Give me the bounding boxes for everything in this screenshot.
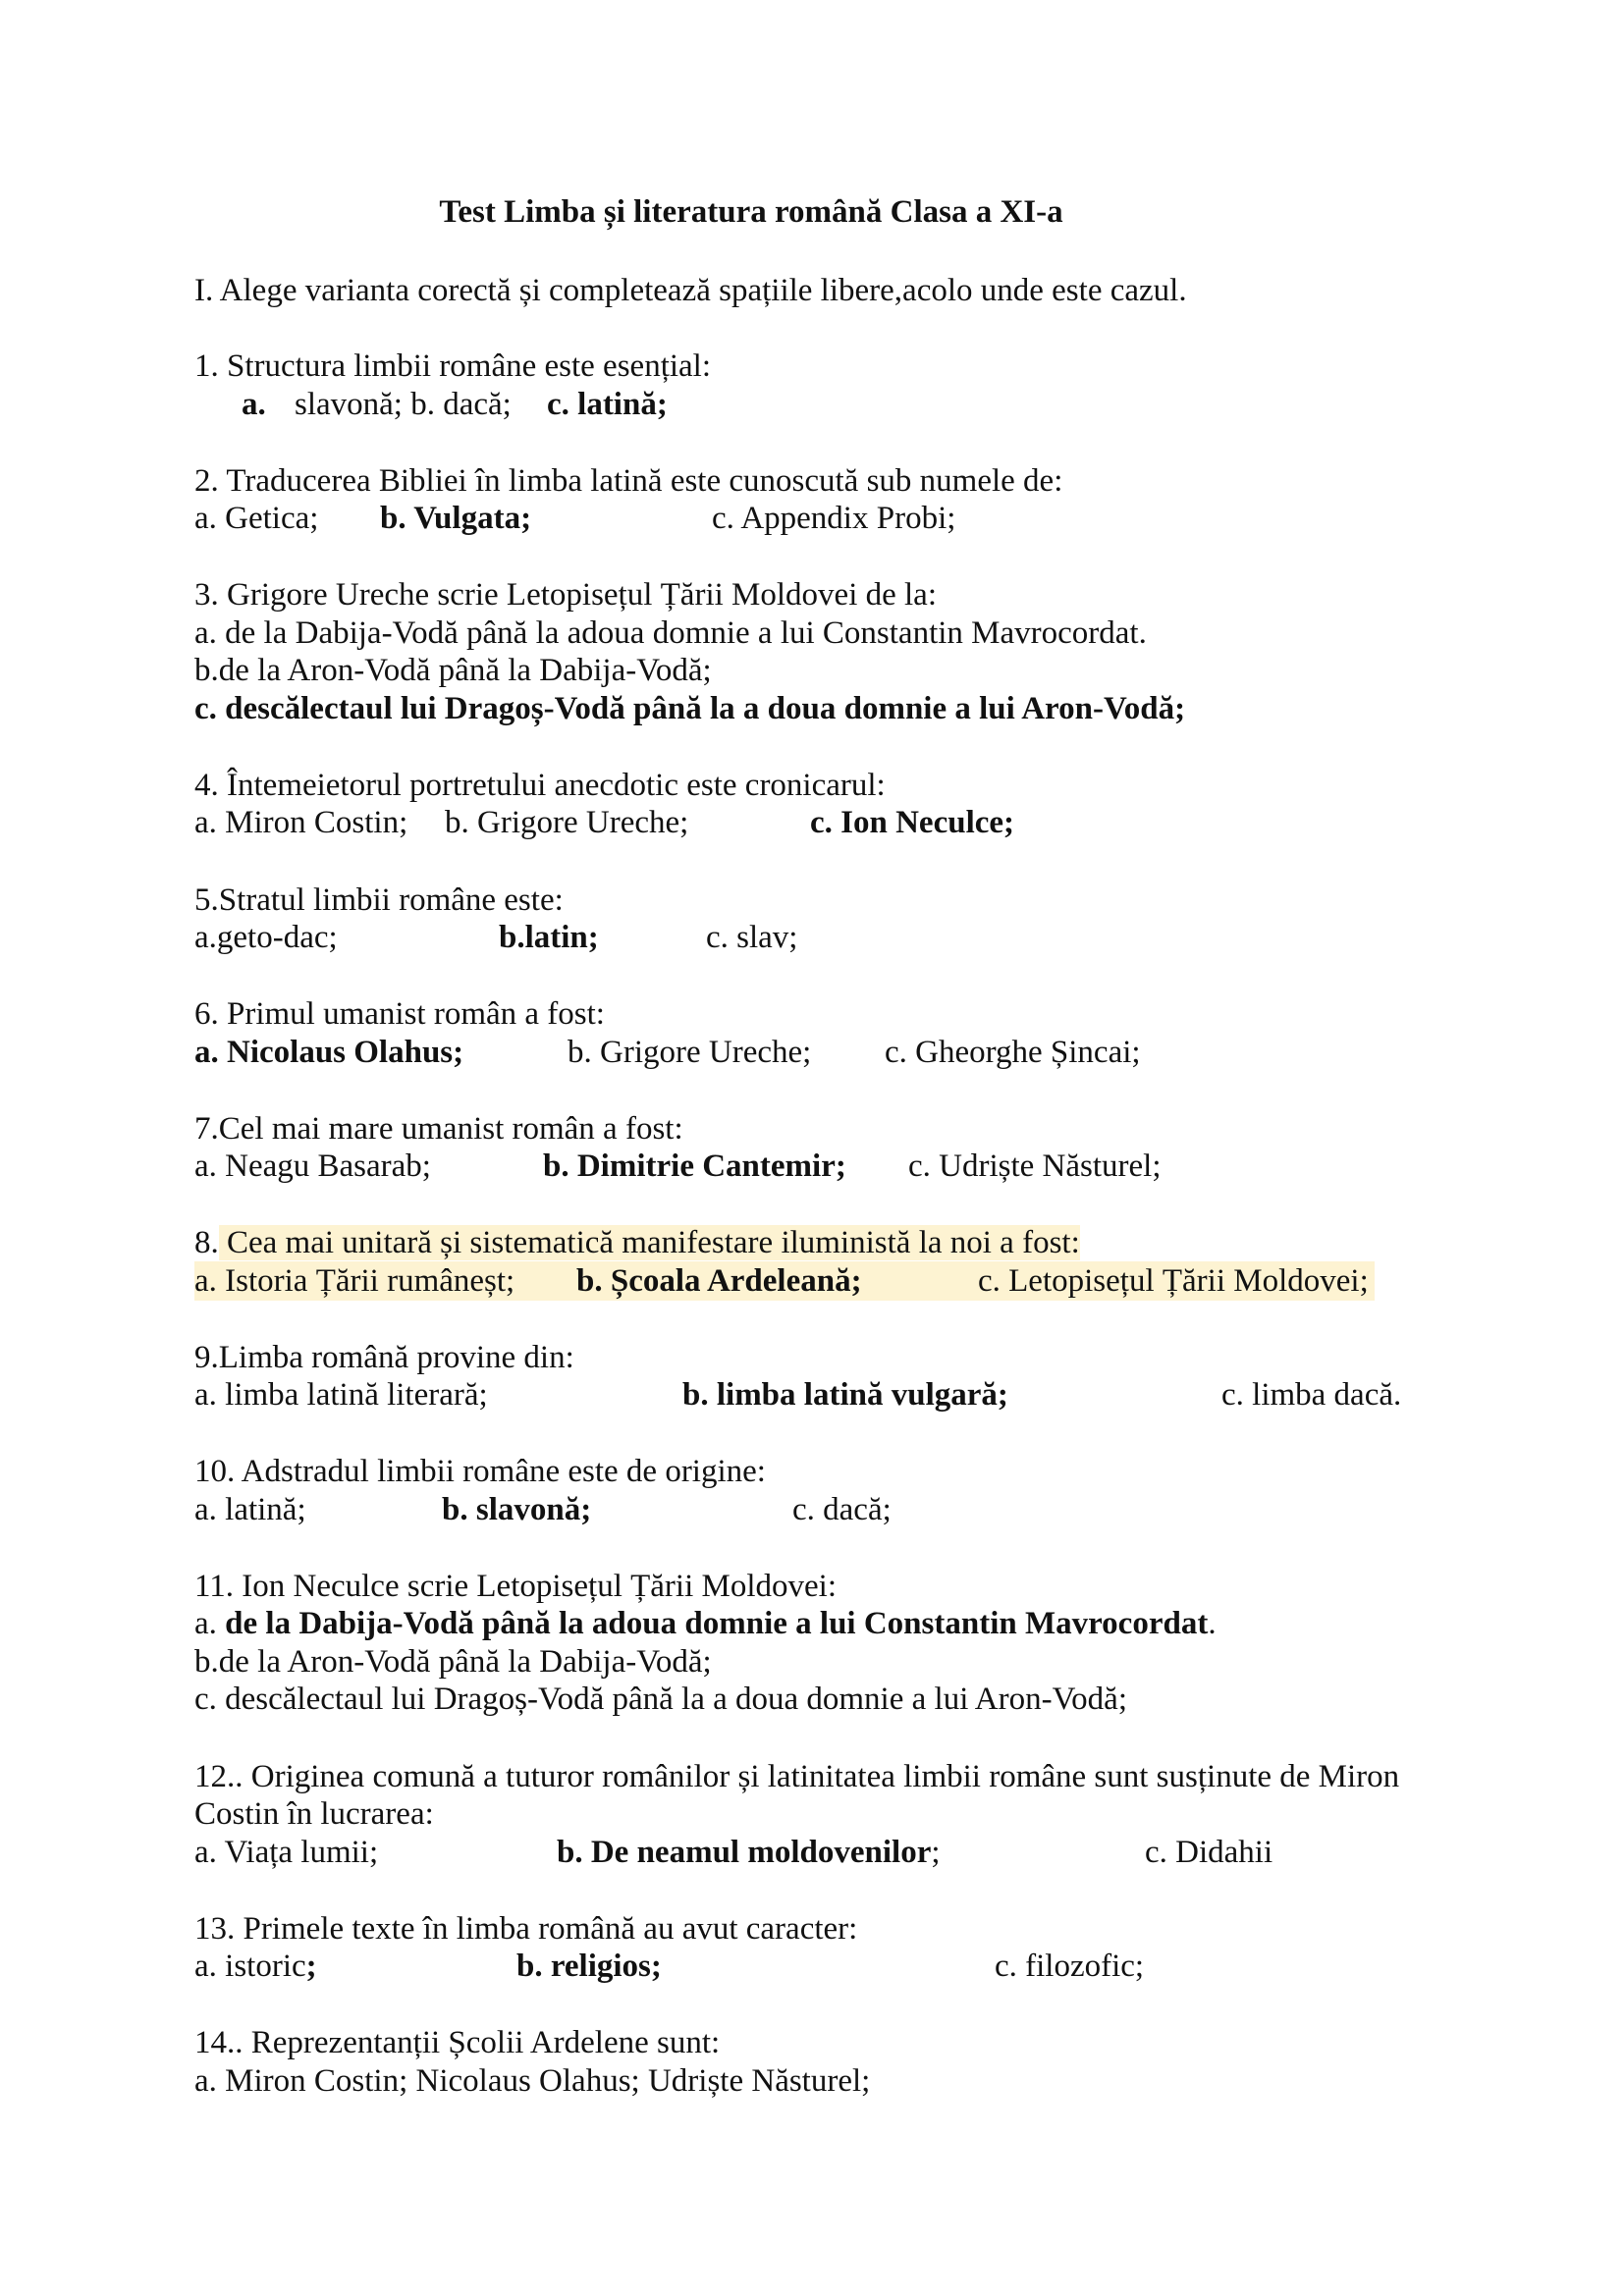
question-11: 11. Ion Neculce scrie Letopisețul Țării Moldovei:: [194, 1569, 837, 1604]
question-8: [194, 1223, 1080, 1262]
q8-text: Cea mai unitară și sistematică manifestare iluministă la noi a fost:: [218, 1225, 1080, 1260]
q3-option-b: b.de la Aron-Vodă până la Dabija-Vodă;: [194, 653, 712, 688]
q1-option-c: c. latină;: [547, 387, 668, 422]
q13-option-c: c. filozofic;: [995, 1949, 1145, 1984]
q5-option-c: c. slav;: [706, 920, 798, 955]
q2-option-c: c. Appendix Probi;: [712, 501, 956, 536]
q13-option-a: a. istoric: [194, 1949, 306, 1984]
question-6: 6. Primul umanist român a fost:: [194, 996, 605, 1032]
q11-option-a-text: de la Dabija-Vodă până la adoua domnie a lui Constantin Mavrocordat: [225, 1606, 1209, 1641]
q2-option-a: a. Getica;: [194, 501, 319, 536]
q7-option-c: c. Udriște Năsturel;: [908, 1148, 1162, 1184]
q4-option-a: a. Miron Costin;: [194, 805, 408, 840]
q1-option-a-letter: a.: [242, 387, 266, 422]
q3-option-c: c. descălectaul lui Dragoș-Vodă până la a doua domnie a lui Aron-Vodă;: [194, 691, 1186, 726]
q11-option-a-end: .: [1208, 1606, 1217, 1641]
q4-option-b: b. Grigore Ureche;: [445, 805, 689, 840]
page-title: Test Limba și literatura română Clasa a XI-a: [439, 194, 1063, 230]
instruction: I. Alege varianta corectă și completează spațiile libere,acolo unde este cazul.: [194, 273, 1187, 308]
q4-option-c: c. Ion Neculce;: [810, 805, 1015, 840]
q12-option-b: b. De neamul moldovenilor: [557, 1835, 932, 1870]
q11-option-b: b.de la Aron-Vodă până la Dabija-Vodă;: [194, 1644, 712, 1680]
q10-option-b: b. slavonă;: [442, 1492, 592, 1527]
q10-option-c: c. dacă;: [792, 1492, 892, 1527]
question-12-line-1: 12.. Originea comună a tuturor românilor și latinitatea limbii române sunt susținute de Miron: [194, 1759, 1400, 1794]
question-7: 7.Cel mai mare umanist român a fost:: [194, 1111, 683, 1147]
q7-option-a: a. Neagu Basarab;: [194, 1148, 431, 1184]
q11-option-a-letter: a.: [194, 1606, 217, 1641]
q3-option-a: a. de la Dabija-Vodă până la adoua domnie a lui Constantin Mavrocordat.: [194, 615, 1147, 651]
q10-option-a: a. latină;: [194, 1492, 306, 1527]
q8-option-c: c. Letopisețul Țării Moldovei;: [978, 1263, 1369, 1299]
q9-option-a: a. limba latină literară;: [194, 1377, 488, 1413]
question-13: 13. Primele texte în limba română au avut caracter:: [194, 1911, 858, 1947]
question-3: 3. Grigore Ureche scrie Letopisețul Țării Moldovei de la:: [194, 577, 937, 613]
q6-option-a: a. Nicolaus Olahus;: [194, 1035, 464, 1070]
q5-option-a: a.geto-dac;: [194, 920, 338, 955]
q11-option-a: [194, 1604, 1217, 1643]
q6-option-c: c. Gheorghe Șincai;: [885, 1035, 1141, 1070]
q9-option-c: c. limba dacă.: [1221, 1377, 1402, 1413]
q5-option-b: b.latin;: [499, 920, 599, 955]
q13-option-b: b. religios;: [516, 1949, 662, 1984]
q12-option-c: c. Didahii: [1145, 1835, 1273, 1870]
q14-option-a: a. Miron Costin; Nicolaus Olahus; Udriște Năsturel;: [194, 2063, 871, 2099]
q8-number: 8.: [194, 1225, 219, 1260]
question-14: 14.. Reprezentanții Școlii Ardelene sunt:: [194, 2025, 721, 2060]
q12-option-b-end: ;: [931, 1835, 941, 1870]
question-2: 2. Traducerea Bibliei în limba latină este cunoscută sub numele de:: [194, 463, 1063, 499]
q1-options-ab: slavonă; b. dacă;: [295, 387, 512, 422]
question-5: 5.Stratul limbii române este:: [194, 882, 564, 918]
q2-option-b: b. Vulgata;: [380, 501, 532, 536]
q8-option-b: b. Școala Ardeleană;: [576, 1263, 862, 1299]
q12-option-b-wrap: [557, 1833, 941, 1872]
question-1: 1. Structura limbii române este esențial:: [194, 348, 712, 384]
question-4: 4. Întemeietorul portretului anecdotic este cronicarul:: [194, 768, 886, 803]
q6-option-b: b. Grigore Ureche;: [568, 1035, 812, 1070]
q13-option-a-wrap: [194, 1947, 317, 1986]
q12-option-a: a. Viața lumii;: [194, 1835, 379, 1870]
question-9: 9.Limba română provine din:: [194, 1340, 574, 1375]
q9-option-b: b. limba latină vulgară;: [682, 1377, 1008, 1413]
q8-option-a: a. Istoria Țării rumâneșt;: [194, 1263, 515, 1299]
q13-option-a-end: ;: [305, 1949, 317, 1984]
q7-option-b: b. Dimitrie Cantemir;: [543, 1148, 846, 1184]
question-12-line-2: Costin în lucrarea:: [194, 1796, 434, 1832]
q11-option-c: c. descălectaul lui Dragoș-Vodă până la a doua domnie a lui Aron-Vodă;: [194, 1682, 1127, 1717]
question-10: 10. Adstradul limbii române este de origine:: [194, 1454, 766, 1489]
